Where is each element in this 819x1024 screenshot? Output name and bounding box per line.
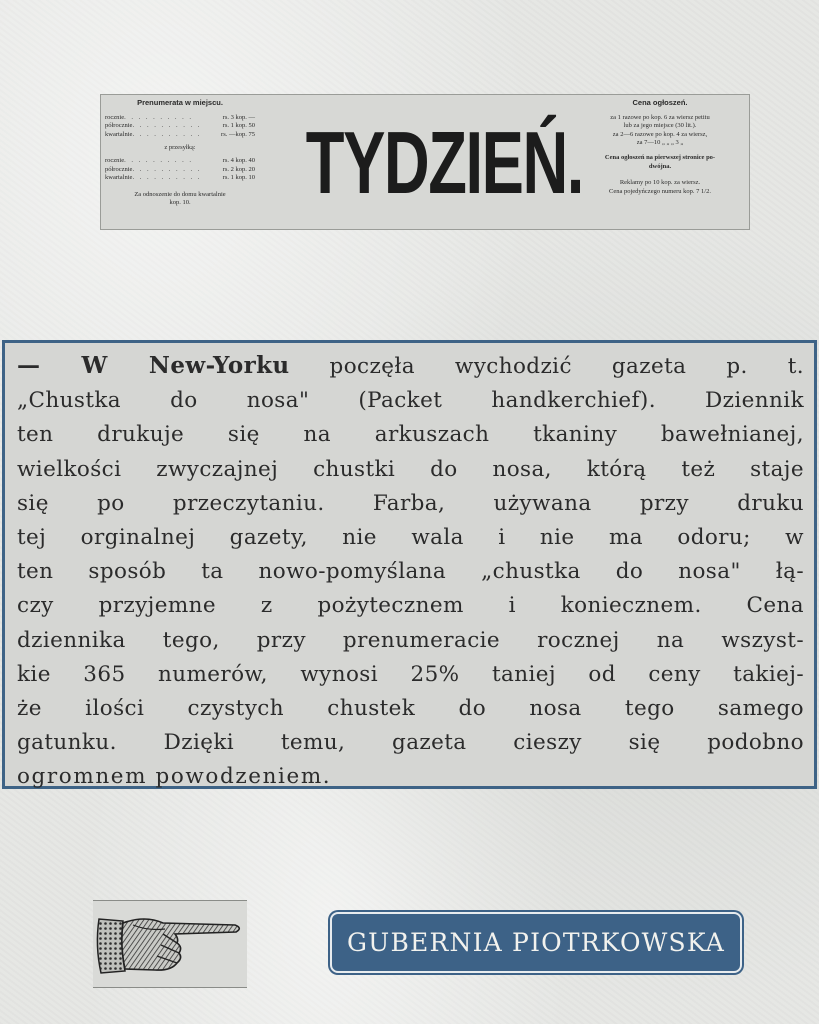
advert-line: lub za jego miejsce (30 lit.). [623,122,697,130]
price-value: rs. 2 kop. 20 [222,165,255,173]
price-value: rs. —kop. 75 [221,130,255,138]
publisher-logo [330,912,742,973]
logo-text: GUBERNIA PIOTRKOWSKA [347,928,725,957]
newspaper-title: TYDZIEŃ. [305,113,583,212]
mail-heading: z przesyłką: [164,144,196,152]
advert-line: za 2—6 razowe po kop. 4 za wiersz, [612,130,708,138]
article-line: tej orginalnej gazety, nie wala i nie ma odoru; w [17,525,804,551]
article-line: wielkości zwyczajnej chustki do nosa, którą też staje [17,456,804,482]
article-line-rest: poczęła wychodzić gazeta p. t. [289,354,804,379]
article-line [17,349,804,384]
price-label: rocznie [105,156,125,164]
price-value: rs. 1 kop. 10 [222,174,255,182]
subscription-heading: Prenumerata w miejscu. [137,98,223,107]
advert-heading: Cena ogłoszeń. [632,98,688,107]
pointing-hand-icon [93,901,247,987]
delivery-note-price: kop. 10. [169,199,191,207]
article-lead: — W New-Yorku [17,352,290,379]
advert-line: dwójna. [648,162,672,170]
price-row: rocznie . . . . . . . . . . rs. 4 kop. 40 [105,156,255,164]
price-label: rocznie [105,113,125,121]
price-value: rs. 3 kop. — [222,113,255,121]
price-label: półrocznie [105,122,133,130]
article-line: kie 365 numerów, wynosi 25% taniej od ceny takiej- [17,661,804,687]
article-line: ten sposób ta nowo-pomyślana „chustka do nosa" łą- [17,559,804,585]
price-row: półrocznie . . . . . . . . . . rs. 2 kop. 20 [105,165,255,173]
advert-line: za 7—10 „ „ „ 3 „ [636,139,684,147]
advert-line: Cena ogłoszeń na pierwszej stronice po- [604,153,716,161]
price-row: kwartalnie . . . . . . . . . . rs. 1 kop. 10 [105,174,255,182]
price-label: kwartalnie [105,130,133,138]
article-line: że ilości czystych chustek do nosa tego samego [17,696,804,722]
article-line: się po przeczytaniu. Farba, używana przy druku [17,490,804,516]
article-line: „Chustka do nosa" (Packet handkerchief). Dziennik [17,388,804,414]
article-line: ten drukuje się na arkuszach tkaniny bawełnianej, [17,422,804,448]
advert-line: Reklamy po 10 kop. za wiersz. [619,179,701,187]
price-row: półrocznie . . . . . . . . . . rs. 1 kop. 50 [105,122,255,130]
advert-prices [575,99,745,196]
price-value: rs. 4 kop. 40 [222,156,255,164]
newspaper-masthead [100,94,750,230]
price-row: rocznie . . . . . . . . . . rs. 3 kop. — [105,113,255,121]
price-value: rs. 1 kop. 50 [222,122,255,130]
article-line: czy przyjemne z pożytecznem i koniecznem. Cena [17,593,804,619]
price-label: kwartalnie [105,174,133,182]
price-row: kwartalnie . . . . . . . . . . rs. —kop. 75 [105,130,255,138]
news-article [2,340,817,789]
pointing-hand-illustration [93,900,247,988]
subscription-prices [105,99,255,208]
delivery-note: Za odnoszenie do domu kwartalnie [134,190,226,198]
article-line: dziennika tego, przy prenumeracie rocznej na wszyst- [17,627,804,653]
advert-line: Cena pojedyńczego numeru kop. 7 1/2. [609,187,711,195]
price-label: półrocznie [105,165,133,173]
advert-line: za 1 razowe po kop. 6 za wiersz petitu [610,113,710,121]
article-line: gatunku. Dzięki temu, gazeta cieszy się podobno [17,730,804,756]
article-line: ogromnem powodzeniem. [17,764,332,790]
